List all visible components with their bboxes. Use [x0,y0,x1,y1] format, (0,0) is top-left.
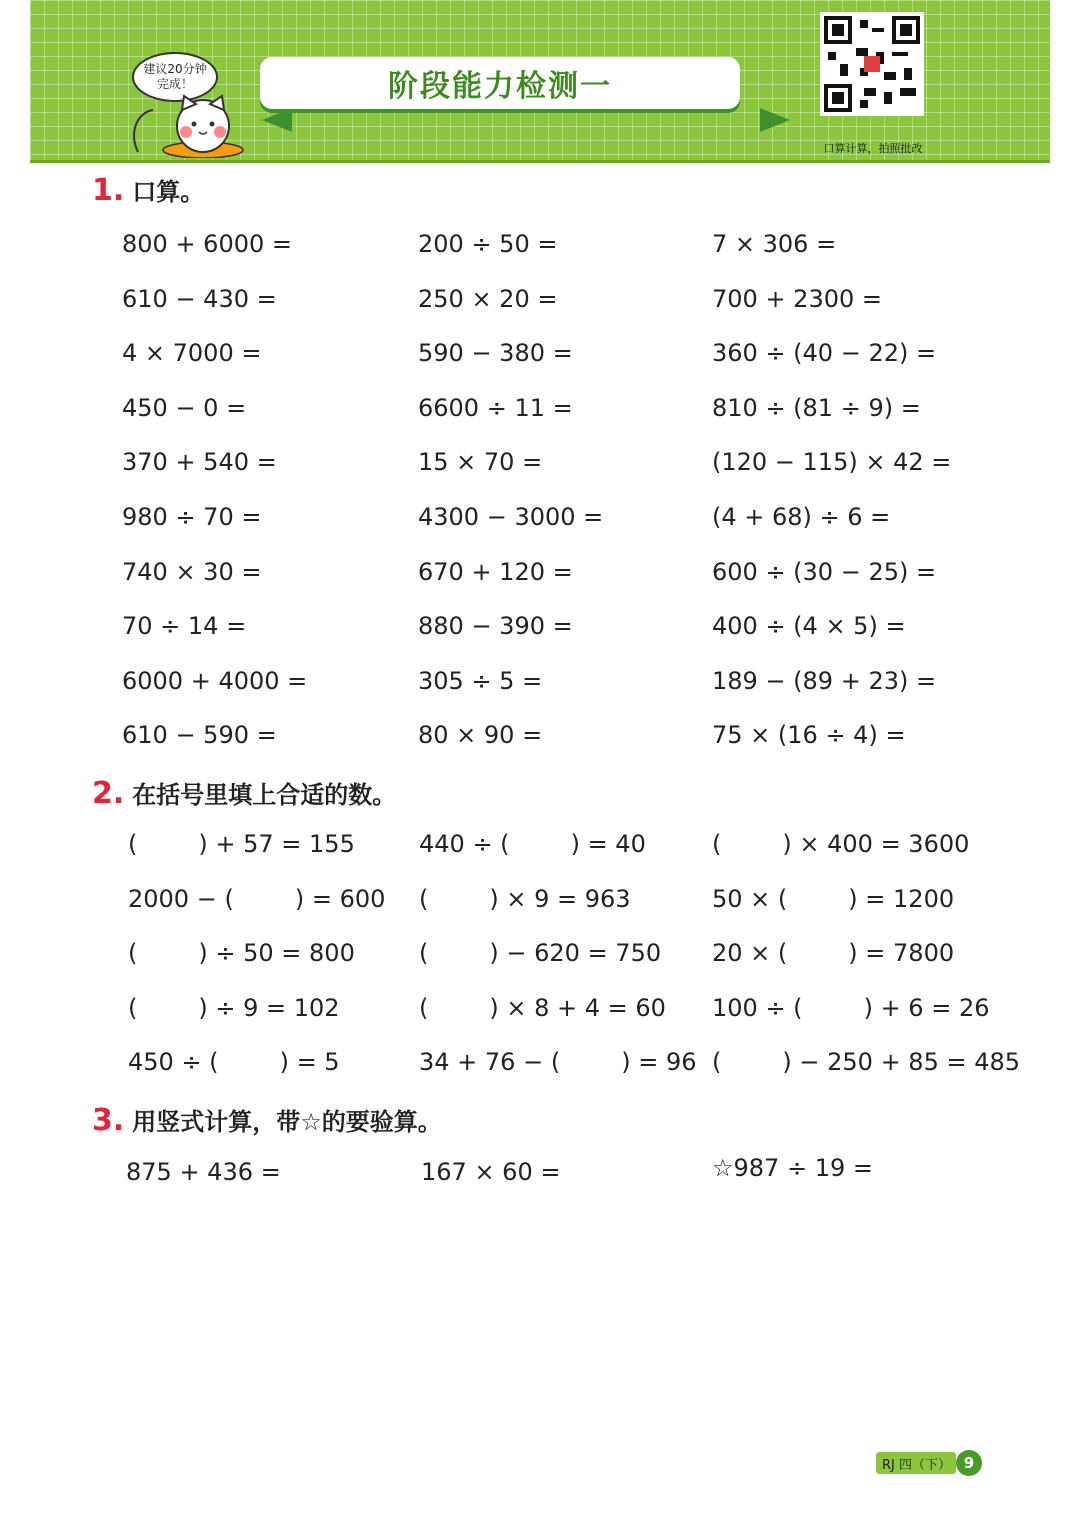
problem: 50 × ( ) = 1200 [712,884,955,913]
problem: 610 − 430 = [122,284,277,313]
problem: 670 + 120 = [418,557,573,586]
page-title: 阶段能力检测一 [388,69,612,104]
problem: ( ) + 57 = 155 [128,830,355,858]
problem: 167 × 60 = [421,1158,561,1186]
section-number: 3. [92,1103,125,1138]
problem: 880 − 390 = [418,612,573,641]
problem: 6600 ÷ 11 = [418,393,573,422]
problem: ( ) − 250 + 85 = 485 [712,1048,1021,1077]
problem: ☆987 ÷ 19 = [712,1154,873,1182]
problem: ( ) × 8 + 4 = 60 [419,993,666,1022]
problem: 440 ÷ ( ) = 40 [419,830,646,858]
section-2-title [92,775,396,811]
problem: 875 + 436 = [126,1158,281,1186]
problem: 75 × (16 ÷ 4) = [712,721,906,750]
problem: 400 ÷ (4 × 5) = [712,612,906,641]
problem: 740 × 30 = [122,557,262,586]
cat-mascot-icon [98,92,248,158]
title-box [260,57,740,109]
problem: 189 − (89 + 23) = [712,666,937,695]
problem: 70 ÷ 14 = [122,612,247,641]
problem: 20 × ( ) = 7800 [712,939,955,968]
problem: 590 − 380 = [418,339,573,368]
problem: 7 × 306 = [712,230,837,258]
grade-badge: RJ 四（下） [876,1452,956,1474]
problem: 450 ÷ ( ) = 5 [128,1048,340,1077]
problem: ( ) × 400 = 3600 [712,830,970,858]
problem: 6000 + 4000 = [122,666,308,695]
problem: ( ) − 620 = 750 [419,939,662,968]
problem: 450 − 0 = [122,393,247,422]
problem: 700 + 2300 = [712,284,882,313]
problem: (120 − 115) × 42 = [712,448,952,477]
problem: (4 + 68) ÷ 6 = [712,503,891,531]
problem: 4 × 7000 = [122,339,262,368]
problem: ( ) ÷ 50 = 800 [128,939,355,968]
section-label: 在括号里填上合适的数。 [132,781,397,809]
problem: ( ) ÷ 9 = 102 [128,993,340,1022]
problem: 610 − 590 = [122,721,277,750]
problem: 980 ÷ 70 = [122,503,262,531]
problem: 15 × 70 = [418,448,543,477]
problem: 80 × 90 = [418,721,543,750]
qr-caption: 口算计算，拍照批改 [823,142,923,155]
problem: 360 ÷ (40 − 22) = [712,339,937,368]
problem: 100 ÷ ( ) + 6 = 26 [712,993,990,1022]
section-3-title [92,1102,442,1138]
problem: 305 ÷ 5 = [418,666,543,695]
section-1-title [92,172,204,208]
problem: 600 ÷ (30 − 25) = [712,557,937,586]
problem: 800 + 6000 = [122,230,292,258]
section-label: 用竖式计算，带☆的要验算。 [132,1108,442,1136]
problem: 34 + 76 − ( ) = 96 [419,1048,697,1077]
problem: 4300 − 3000 = [418,503,604,531]
bubble-line1: 建议20分钟 [143,62,207,76]
problem: 2000 − ( ) = 600 [128,884,386,913]
problem: 810 ÷ (81 ÷ 9) = [712,393,921,422]
section-number: 1. [92,173,125,208]
bubble-line2: 完成！ [156,77,193,91]
problem: 250 × 20 = [418,284,558,313]
section-label: 口算。 [132,178,205,206]
problem: ( ) × 9 = 963 [419,884,631,913]
problem: 200 ÷ 50 = [418,230,558,258]
section-number: 2. [92,776,125,811]
problem: 370 + 540 = [122,448,277,477]
page-number: 9 [956,1450,982,1476]
qr-code-icon[interactable] [820,12,924,116]
